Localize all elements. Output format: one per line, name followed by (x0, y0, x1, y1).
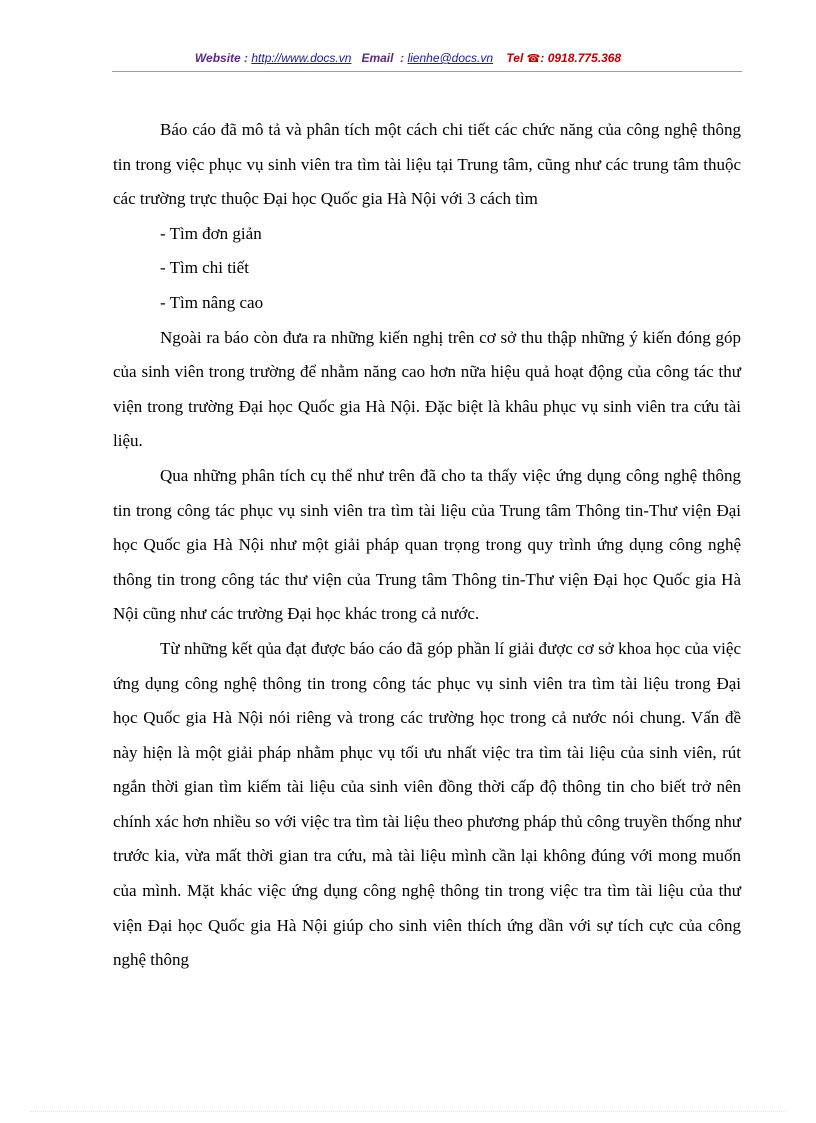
paragraph-3: Qua những phân tích cụ thể như trên đã cho ta thấy việc ứng dụng công nghệ thông tin trong công tác phục vụ sinh viên tra tìm tài liệu của Trung tâm Thông tin-Thư viện Đại học Quốc gia Hà Nội như một giải pháp quan trọng trong quy trình ứng dụng công nghệ thông tin trong công tác thư viện của Trung tâm Thông tin-Thư viện Đại học Quốc gia Hà Nội cũng như các trường Đại học khác trong cả nước. (113, 465, 741, 624)
email-separator: : (400, 51, 405, 65)
list-item-detailed-search: - Tìm chi tiết (160, 258, 249, 278)
list-item-simple-search: - Tìm đơn giản (160, 223, 262, 243)
email-link[interactable]: lienhe@docs.vn (407, 51, 494, 65)
header-divider (112, 71, 742, 72)
phone-separator: : (540, 51, 545, 65)
phone-number: 0918.775.368 (547, 51, 622, 65)
list-item-advanced-search: - Tìm nâng cao (160, 292, 264, 312)
paragraph-1: Báo cáo đã mô tả và phân tích một cách chi tiết các chức năng của công nghệ thông tin trong việc phục vụ sinh viên tra tìm tài liệu tại Trung tâm, cũng như các trung tâm thuộc các trường trực thuộc Đại học Quốc gia Hà Nội với 3 cách tìm (113, 120, 741, 209)
document-body (113, 113, 741, 978)
website-link[interactable]: http://www.docs.vn (251, 51, 352, 65)
email-label: Email (361, 51, 394, 65)
tel-label: Tel (506, 51, 524, 65)
website-label: Website : (194, 51, 249, 65)
phone-icon: ☎ (526, 53, 541, 65)
page-header (0, 51, 816, 65)
paragraph-4: Từ những kết qủa đạt được báo cáo đã góp phần lí giải được cơ sở khoa học của việc ứng dụng công nghệ thông tin trong công tác phục vụ sinh viên tra tìm tài liệu trong Đại học Quốc gia Hà Nội nói riêng và trong các trường học trong cả nước nói chung. Vấn đề này hiện là một giải pháp nhằm phục vụ tối ưu nhất việc tra tìm tài liệu của sinh viên, rút ngắn thời gian tìm kiếm tài liệu của sinh viên đồng thời cấp độ thông tin cho biết trở nên chính xác hơn nhiều so với việc tra tìm tài liệu theo phương pháp thủ công truyền thống như trước kia, vừa mất thời gian tra cứu, mà tài liệu mình cần lại không đúng với mong muốn của mình. Mặt khác việc ứng dụng công nghệ thông tin trong việc tra tìm tài liệu của thư viện Đại học Quốc gia Hà Nội giúp cho sinh viên thích ứng dần với sự tích cực của công nghệ thông (113, 638, 741, 970)
page-bottom-divider (30, 1111, 786, 1112)
paragraph-2: Ngoài ra báo còn đưa ra những kiến nghị trên cơ sở thu thập những ý kiến đóng góp của sinh viên trong trường để nhằm năng cao hơn nữa hiệu quả hoạt động của công tác thư viện trong trường Đại học Quốc gia Hà Nội. Đặc biệt là khâu phục vụ sinh viên tra cứu tài liệu. (113, 327, 741, 451)
